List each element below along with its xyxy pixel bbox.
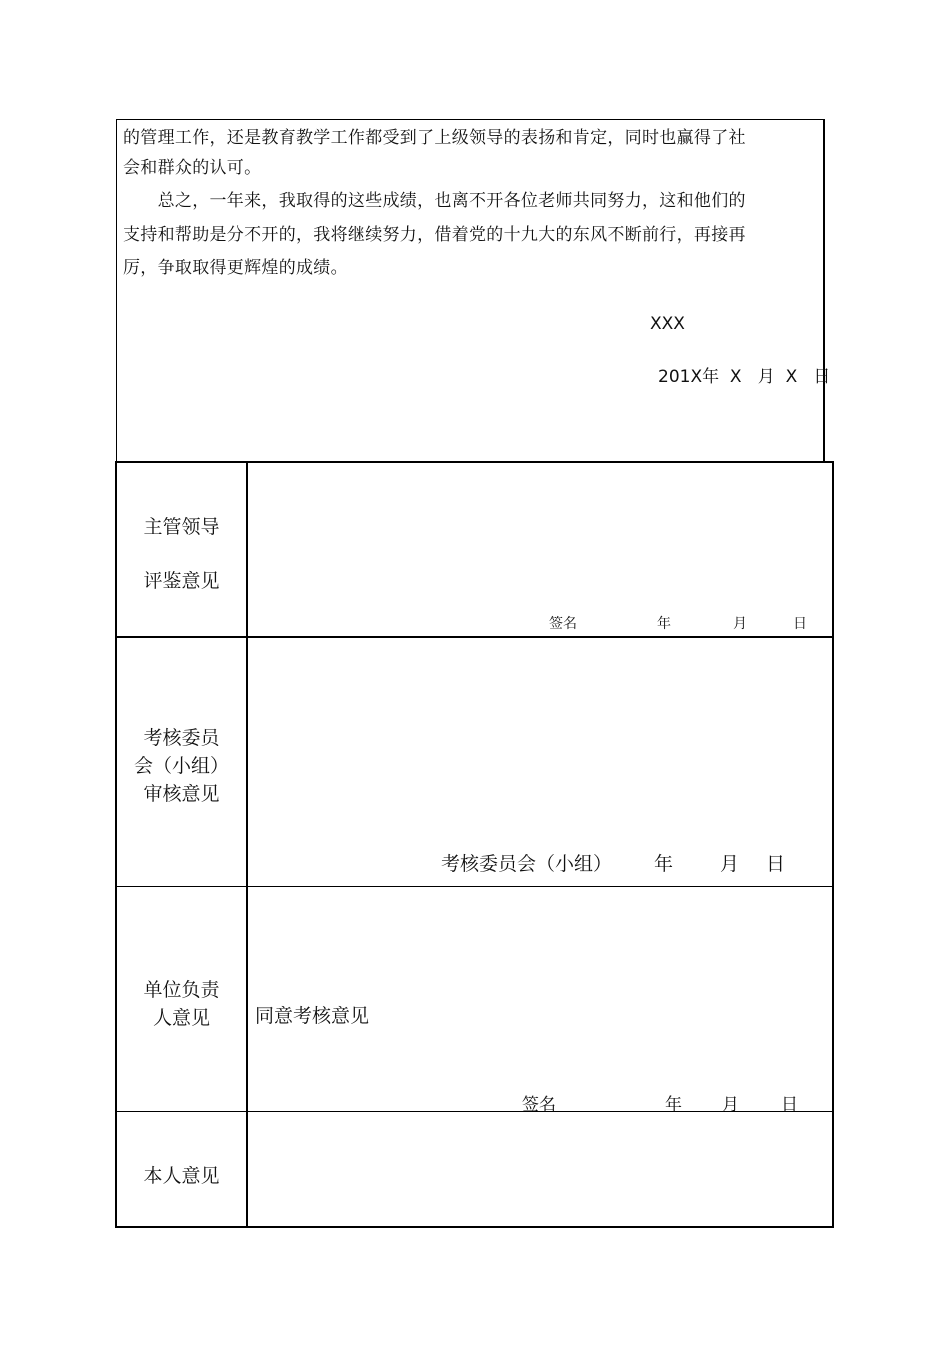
table-right-border bbox=[832, 461, 834, 1228]
committee-year: 年 bbox=[654, 853, 674, 875]
summary-line-5: 厉，争取取得更辉煌的成绩。 bbox=[123, 258, 348, 278]
unit-head-day: 日 bbox=[781, 1095, 798, 1115]
upper-right-border bbox=[823, 119, 825, 462]
unit-head-month: 月 bbox=[722, 1095, 739, 1115]
supervisor-day: 日 bbox=[793, 616, 807, 632]
committee-month: 月 bbox=[720, 853, 740, 875]
signature-date: 201X年 X 月 X 日 bbox=[658, 367, 831, 387]
unit-head-year: 年 bbox=[665, 1095, 682, 1115]
committee-label-line-1: 考核委员 bbox=[143, 727, 220, 749]
supervisor-sign-label: 签名 bbox=[549, 616, 577, 632]
upper-left-border bbox=[116, 119, 117, 462]
summary-line-3: 总之，一年来，我取得的这些成绩，也离不开各位老师共同努力，这和他们的 bbox=[123, 191, 746, 211]
summary-line-1: 的管理工作，还是教育教学工作都受到了上级领导的表扬和肯定，同时也赢得了社 bbox=[123, 128, 746, 148]
supervisor-label-line-1: 主管领导 bbox=[143, 516, 220, 538]
table-bottom-border bbox=[116, 1226, 834, 1228]
committee-signer: 考核委员会（小组） bbox=[441, 853, 613, 875]
row-divider-1 bbox=[116, 636, 834, 638]
unit-head-label bbox=[116, 976, 247, 1032]
table-top-border bbox=[116, 461, 834, 463]
supervisor-year: 年 bbox=[657, 616, 671, 632]
unit-head-label-line-2: 人意见 bbox=[152, 1007, 210, 1029]
unit-head-opinion: 同意考核意见 bbox=[255, 1005, 370, 1027]
committee-label-line-3: 审核意见 bbox=[143, 783, 220, 805]
committee-day: 日 bbox=[766, 853, 786, 875]
committee-label-line-2: 会（小组） bbox=[133, 755, 229, 777]
supervisor-label bbox=[116, 512, 247, 593]
signature-name: XXX bbox=[650, 314, 685, 334]
unit-head-sign-label: 签名 bbox=[522, 1095, 556, 1115]
supervisor-month: 月 bbox=[733, 616, 747, 632]
row-divider-2 bbox=[116, 886, 834, 887]
summary-line-2: 会和群众的认可。 bbox=[123, 158, 262, 178]
unit-head-label-line-1: 单位负责 bbox=[143, 979, 220, 1001]
committee-label bbox=[116, 724, 247, 808]
supervisor-label-line-2: 评鉴意见 bbox=[143, 570, 220, 592]
self-opinion-label: 本人意见 bbox=[143, 1165, 220, 1187]
summary-line-4: 支持和帮助是分不开的，我将继续努力，借着党的十九大的东风不断前行，再接再 bbox=[123, 225, 746, 245]
top-border bbox=[116, 119, 824, 120]
